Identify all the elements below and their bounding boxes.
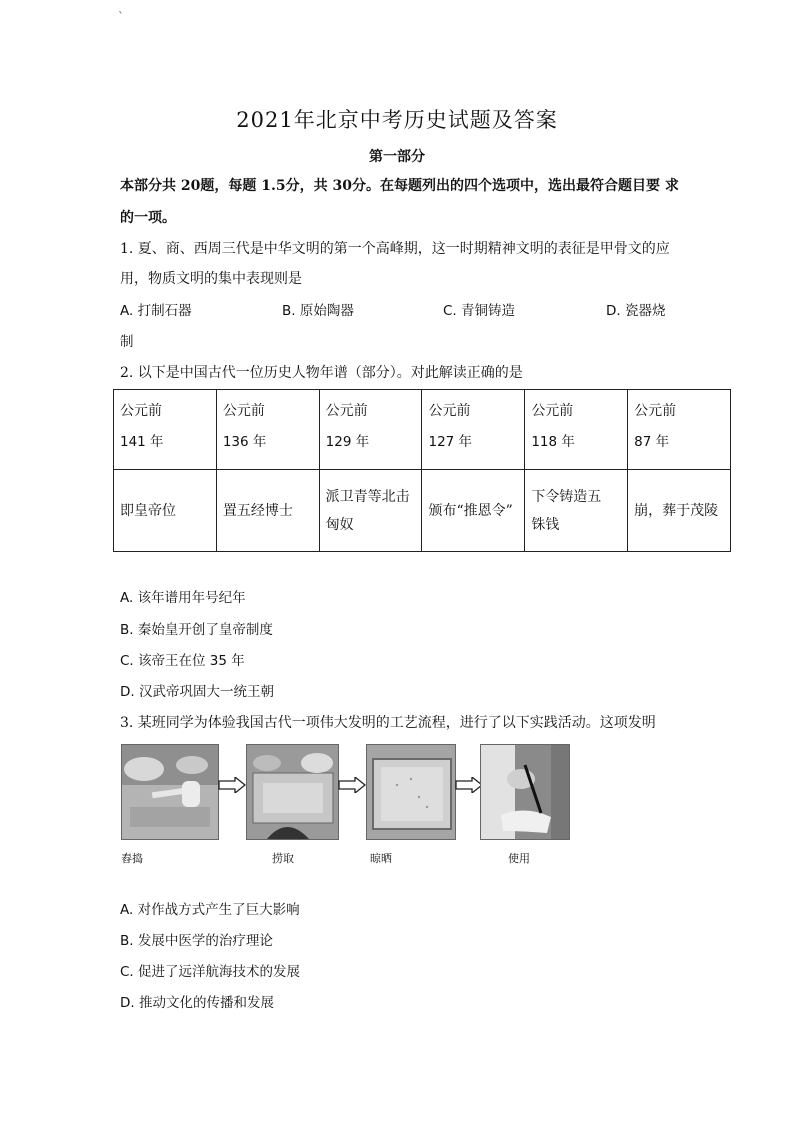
table-cell <box>525 390 628 470</box>
photo-pounding <box>121 744 219 840</box>
event-text: 派卫青等北击 <box>325 488 410 505</box>
era-label: 公元前 <box>120 403 162 419</box>
table-cell <box>628 470 731 552</box>
arrow-right-icon <box>455 777 483 793</box>
event-text: 匈奴 <box>325 516 354 533</box>
q1-option-b: B. 原始陶器 <box>282 303 354 319</box>
q1-option-c: C. 青铜铸造 <box>443 303 516 319</box>
table-cell <box>422 390 525 470</box>
event-text: 下令铸造五 <box>531 488 602 505</box>
caption-drying: 晾晒 <box>370 852 392 865</box>
instructions-line-2: 的一项。 <box>120 210 176 226</box>
chronology-table <box>113 389 731 552</box>
table-row-years <box>114 390 731 470</box>
event-text: 铢钱 <box>531 516 560 533</box>
arrow-right-icon <box>338 777 366 793</box>
table-cell <box>216 470 319 552</box>
era-label: 公元前 <box>531 403 574 419</box>
caption-scooping: 捞取 <box>272 852 294 865</box>
pounding-illustration <box>122 745 218 839</box>
q2-option-d: D. 汉武帝巩固大一统王朝 <box>120 684 274 700</box>
drying-illustration <box>367 745 455 839</box>
writing-illustration <box>481 745 569 839</box>
era-label: 公元前 <box>634 403 677 419</box>
table-cell <box>422 470 525 552</box>
table-cell <box>319 390 422 470</box>
event-text: 崩，葬于茂陵 <box>634 502 719 519</box>
photo-writing <box>480 744 570 840</box>
event-text: 置五经博士 <box>222 502 293 519</box>
event-text: 即皇帝位 <box>120 502 176 519</box>
q2-stem: 2. 以下是中国古代一位历史人物年谱（部分）。对此解读正确的是 <box>120 365 523 381</box>
q3-option-d: D. 推动文化的传播和发展 <box>120 995 274 1011</box>
table-cell <box>114 470 217 552</box>
year-label: 141 年 <box>120 434 164 450</box>
corner-mark: ` <box>118 10 124 24</box>
q3-option-b: B. 发展中医学的治疗理论 <box>120 933 273 949</box>
arrow-right-icon <box>218 777 246 793</box>
year-label: 129 年 <box>325 434 370 450</box>
section-heading: 第一部分 <box>369 149 425 165</box>
table-cell <box>628 390 731 470</box>
q2-option-a: A. 该年谱用年号纪年 <box>120 590 246 606</box>
photo-scooping <box>246 744 339 840</box>
q1-option-d-cont: 制 <box>120 334 134 350</box>
q3-option-a: A. 对作战方式产生了巨大影响 <box>120 902 300 918</box>
table-cell <box>319 470 422 552</box>
instructions-line-1: 本部分共 20题，每题 1.5分，共 30分。在每题列出的四个选项中，选出最符合题目要 求 <box>120 178 679 194</box>
q3-stem: 3. 某班同学为体验我国古代一项伟大发明的工艺流程，进行了以下实践活动。这项发明 <box>120 715 656 731</box>
year-label: 87 年 <box>634 434 670 450</box>
table-row-events <box>114 470 731 552</box>
q1-stem-line-2: 用，物质文明的集中表现则是 <box>120 271 302 287</box>
table-cell <box>216 390 319 470</box>
photo-drying <box>366 744 456 840</box>
page-title: 2021年北京中考历史试题及答案 <box>236 108 558 132</box>
year-label: 127 年 <box>428 434 473 450</box>
table-cell <box>114 390 217 470</box>
q1-option-a: A. 打制石器 <box>120 303 192 319</box>
event-text: 颁布“推恩令” <box>428 502 513 519</box>
year-label: 118 年 <box>531 434 575 450</box>
caption-using: 使用 <box>508 852 530 865</box>
q1-option-d: D. 瓷器烧 <box>606 303 666 319</box>
q2-option-b: B. 秦始皇开创了皇帝制度 <box>120 622 273 638</box>
era-label: 公元前 <box>325 403 368 419</box>
caption-pounding: 舂捣 <box>121 852 143 865</box>
q3-option-c: C. 促进了远洋航海技术的发展 <box>120 964 301 980</box>
q1-stem-line-1: 1. 夏、商、西周三代是中华文明的第一个高峰期，这一时期精神文明的表征是甲骨文的应 <box>120 241 670 257</box>
scooping-illustration <box>247 745 338 839</box>
era-label: 公元前 <box>428 403 471 419</box>
table-cell <box>525 470 628 552</box>
q2-option-c: C. 该帝王在位 35 年 <box>120 653 245 669</box>
era-label: 公元前 <box>222 403 265 419</box>
year-label: 136 年 <box>222 434 267 450</box>
